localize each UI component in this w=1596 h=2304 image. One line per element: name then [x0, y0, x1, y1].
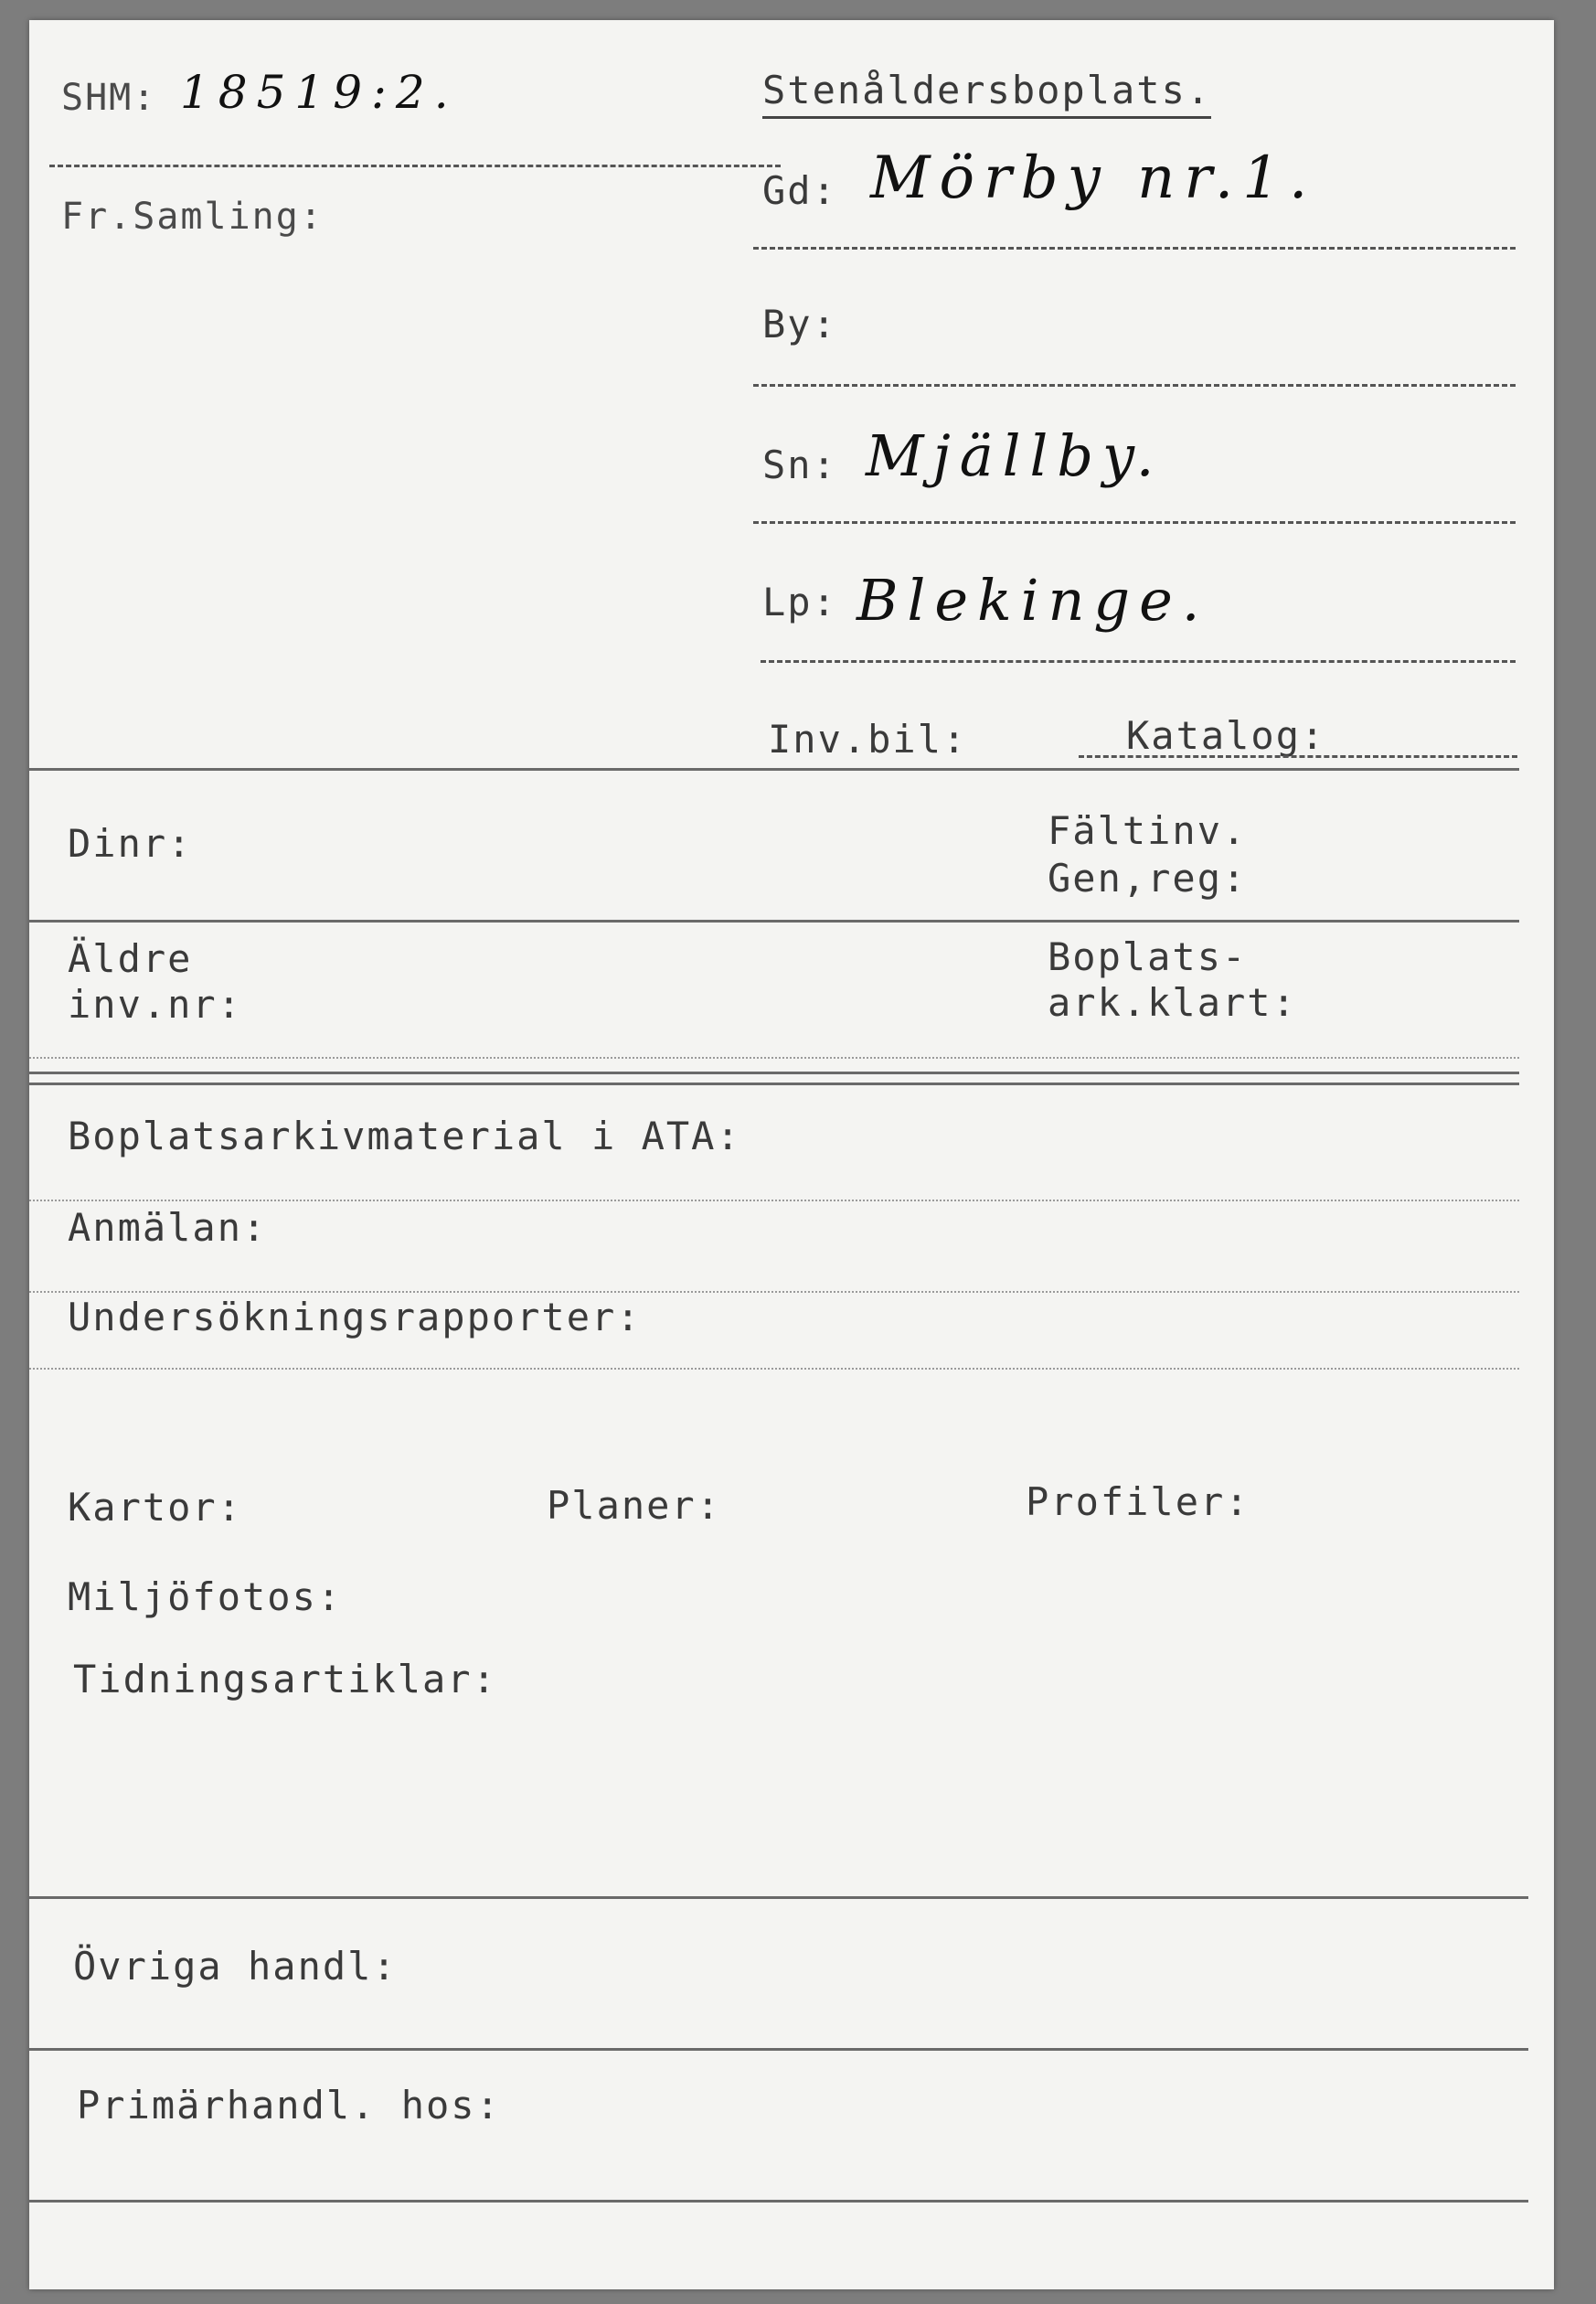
by-label: By:: [762, 302, 837, 347]
boplats-label: Boplats-: [1048, 934, 1248, 979]
primar-label: Primärhandl. hos:: [77, 2083, 501, 2128]
sn-line: [753, 521, 1516, 524]
gd-line: [753, 247, 1516, 250]
section-divider-4: [29, 2048, 1528, 2051]
sn-value: Mjällby.: [866, 422, 1164, 489]
catalog-card: [29, 20, 1554, 2289]
section-divider-5: [29, 2200, 1528, 2203]
page-title: Stenåldersboplats.: [762, 68, 1211, 119]
faint-line-2: [29, 1200, 1519, 1201]
tidning-label: Tidningsartiklar:: [73, 1657, 497, 1701]
gd-label: Gd:: [762, 168, 837, 213]
fr-samling-label: Fr.Samling:: [61, 196, 324, 238]
section-divider-2: [29, 920, 1519, 923]
dinr-label: Dinr:: [68, 821, 193, 866]
gd-value: Mörby nr.1.: [870, 144, 1317, 212]
archive-heading: Boplatsarkivmaterial i ATA:: [68, 1114, 741, 1158]
lp-value: Blekinge.: [857, 567, 1209, 634]
sn-label: Sn:: [762, 443, 837, 487]
header-divider-left: [49, 165, 781, 167]
section-divider-1: [29, 768, 1519, 771]
shm-value: 18519:2.: [180, 66, 458, 119]
double-divider-a: [29, 1072, 1519, 1074]
shm-label: SHM:: [61, 77, 157, 119]
undersokning-label: Undersökningsrapporter:: [68, 1295, 642, 1339]
faltinv-label: Fältinv.: [1048, 808, 1248, 853]
aldre-label: Äldre: [68, 936, 193, 981]
lp-label: Lp:: [762, 580, 837, 624]
planer-label: Planer:: [547, 1483, 722, 1528]
genreg-label: Gen,reg:: [1048, 856, 1248, 901]
arkklart-label: ark.klart:: [1048, 980, 1297, 1025]
kartor-label: Kartor:: [68, 1485, 243, 1530]
profiler-label: Profiler:: [1026, 1479, 1250, 1524]
katalog-label: Katalog:: [1126, 713, 1326, 758]
faint-line-3: [29, 1291, 1519, 1293]
miljofotos-label: Miljöfotos:: [68, 1574, 343, 1619]
faint-line-4: [29, 1368, 1519, 1370]
ovriga-label: Övriga handl:: [73, 1944, 398, 1989]
section-divider-3: [29, 1896, 1528, 1899]
lp-line: [761, 660, 1516, 663]
anmalan-label: Anmälan:: [68, 1205, 268, 1250]
by-line: [753, 384, 1516, 387]
invnr-label: inv.nr:: [68, 982, 243, 1027]
double-divider-b: [29, 1083, 1519, 1085]
invbil-line: [1079, 755, 1517, 758]
faint-line-1: [29, 1057, 1519, 1059]
invbil-label: Inv.bil:: [768, 717, 968, 762]
